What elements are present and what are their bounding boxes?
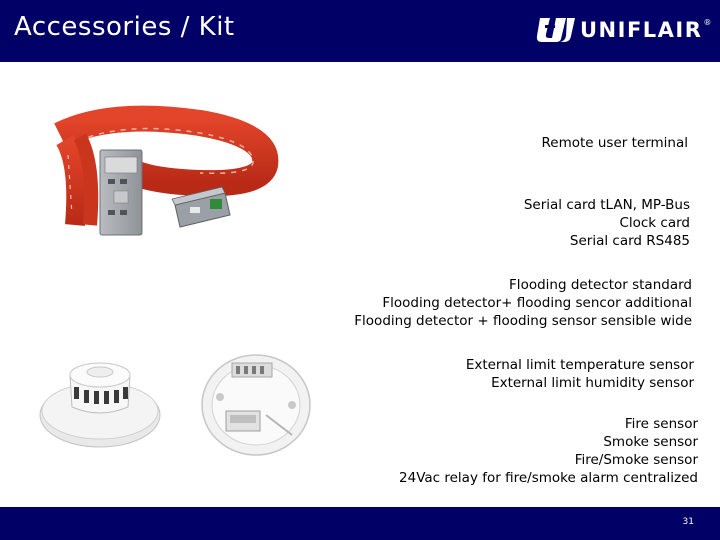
accessory-item: Smoke sensor [603,434,698,450]
footer-bar [0,507,720,540]
accessory-group-external-sensors [466,356,694,392]
accessory-item: Flooding detector+ flooding sencor additional [382,295,692,311]
accessory-item: External limit humidity sensor [491,375,694,391]
accessory-group-terminal [541,134,688,152]
page-title: Accessories / Kit [14,12,235,42]
accessory-group-cards [524,196,690,250]
accessory-item: Flooding detector + flooding sensor sensible wide [354,313,692,329]
accessory-item: Fire/Smoke sensor [574,452,698,468]
accessory-item: Clock card [619,215,690,231]
accessory-group-flooding [354,276,692,330]
accessory-item: Flooding detector standard [509,277,692,293]
logo-trademark: ® [703,18,712,27]
uniflair-logo [536,17,711,43]
header-bar [0,0,720,62]
smoke-detector-photo [34,345,169,455]
accessory-item: Serial card tLAN, MP-Bus [523,197,690,213]
accessory-item: 24Vac relay for fire/smoke alarm centralized [399,470,698,486]
logo-text: UNIFLAIR [580,18,703,42]
accessory-item: Serial card RS485 [569,233,690,249]
red-cable-and-modules-photo [50,105,280,255]
accessory-item: Remote user terminal [541,135,688,151]
uniflair-logo-mark-icon [536,17,576,43]
accessory-item: External limit temperature sensor [465,357,694,373]
accessory-group-fire-smoke [399,415,698,487]
detector-base-photo [196,345,316,460]
page-number: 31 [682,517,694,527]
accessory-item: Fire sensor [624,416,698,432]
